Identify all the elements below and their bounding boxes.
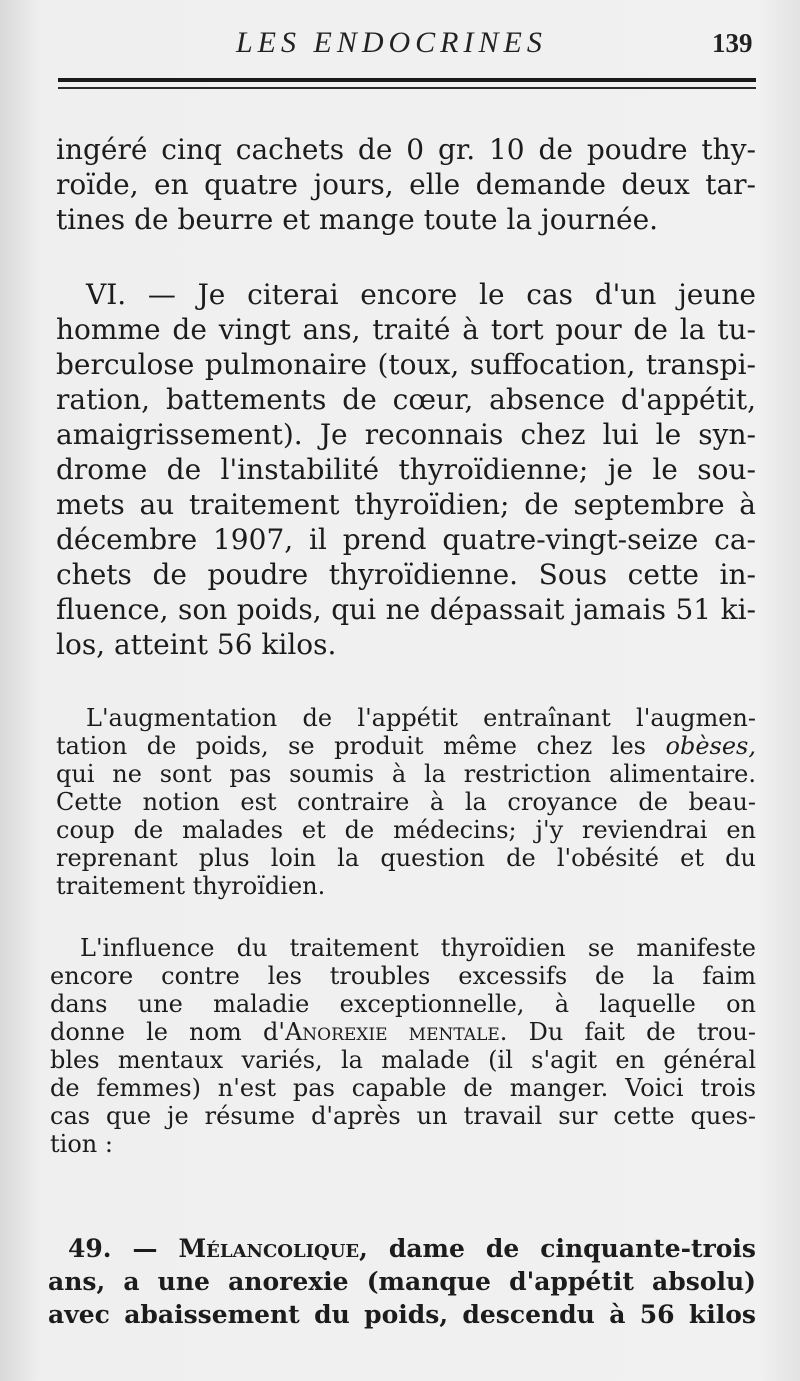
text-line: ingéré cinq cachets de 0 gr. 10 de poudre thy- bbox=[56, 133, 756, 166]
text-line: décembre 1907, il prend quatre-vingt-seize ca- bbox=[56, 523, 756, 556]
text-line: encore contre les troubles excessifs de la faim bbox=[50, 962, 756, 990]
text-line: berculose pulmonaire (toux, suffocation, transpi- bbox=[56, 348, 756, 381]
text-line: qui ne sont pas soumis à la restriction alimentaire. bbox=[56, 760, 756, 788]
text-line: cas que je résume d'après un travail sur cette ques- bbox=[50, 1102, 756, 1130]
page-number: 139 bbox=[712, 28, 753, 58]
text-line: traitement thyroïdien. bbox=[56, 872, 326, 900]
text-line: ration, battements de cœur, absence d'appétit, bbox=[56, 383, 756, 416]
text-line: L'influence du traitement thyroïdien se manifeste bbox=[80, 934, 756, 962]
emphasis-obeses: obèses, bbox=[665, 732, 756, 760]
small-caps-label: Mélancolique, bbox=[178, 1234, 368, 1263]
text-line: chets de poudre thyroïdienne. Sous cette in- bbox=[56, 558, 756, 591]
text-line: coup de malades et de médecins; j'y reviendrai en bbox=[56, 816, 756, 844]
text-line: fluence, son poids, qui ne dépassait jamais 51 ki- bbox=[56, 593, 756, 626]
text-line: donne le nom d'Anorexie mentale. Du fait de trou- bbox=[50, 1018, 756, 1046]
paragraph-anorexia bbox=[50, 934, 756, 1158]
text-line: tines de beurre et mange toute la journée. bbox=[56, 203, 659, 236]
text-line: Cette notion est contraire à la croyance de beau- bbox=[56, 788, 756, 816]
paragraph-continuation bbox=[56, 132, 756, 237]
paragraph-case-vi bbox=[56, 277, 756, 662]
text-line: roïde, en quatre jours, elle demande deux tar- bbox=[56, 168, 756, 201]
small-caps-term: Anorexie mentale. bbox=[284, 1018, 508, 1046]
text-line: dans une maladie exceptionnelle, à laquelle on bbox=[50, 990, 756, 1018]
text-line: amaigrissement). Je reconnais chez lui le syn- bbox=[56, 418, 756, 451]
text-line: drome de l'instabilité thyroïdienne; je le sou- bbox=[56, 453, 756, 486]
text-line: 49. — Mélancolique, dame de cinquante-trois bbox=[68, 1234, 756, 1263]
text-line: bles mentaux variés, la malade (il s'agit en général bbox=[50, 1046, 756, 1074]
text-line: de femmes) n'est pas capable de manger. Voici trois bbox=[50, 1074, 756, 1102]
header-rule-thin bbox=[58, 87, 756, 89]
text-line: reprenant plus loin la question de l'obésité et du bbox=[56, 844, 756, 872]
paragraph-case-49 bbox=[48, 1232, 756, 1331]
running-header-title: LES ENDOCRINES bbox=[236, 26, 547, 59]
text-line: homme de vingt ans, traité à tort pour de la tu- bbox=[56, 313, 756, 346]
text-line: los, atteint 56 kilos. bbox=[56, 628, 337, 661]
text-line: mets au traitement thyroïdien; de septembre à bbox=[56, 488, 756, 521]
case-number: 49. — bbox=[68, 1234, 179, 1263]
text-line: VI. — Je citerai encore le cas d'un jeune bbox=[86, 278, 756, 311]
text-line: avec abaissement du poids, descendu à 56 kilos bbox=[48, 1300, 756, 1329]
text-line: L'augmentation de l'appétit entraînant l'augmen- bbox=[86, 704, 756, 732]
paragraph-appetite bbox=[56, 704, 756, 900]
header-rule-thick bbox=[58, 78, 756, 82]
text-line: tion : bbox=[50, 1130, 113, 1158]
text-line: ans, a une anorexie (manque d'appétit absolu) bbox=[48, 1267, 756, 1296]
text-line: tation de poids, se produit même chez les obèses, bbox=[56, 732, 756, 760]
